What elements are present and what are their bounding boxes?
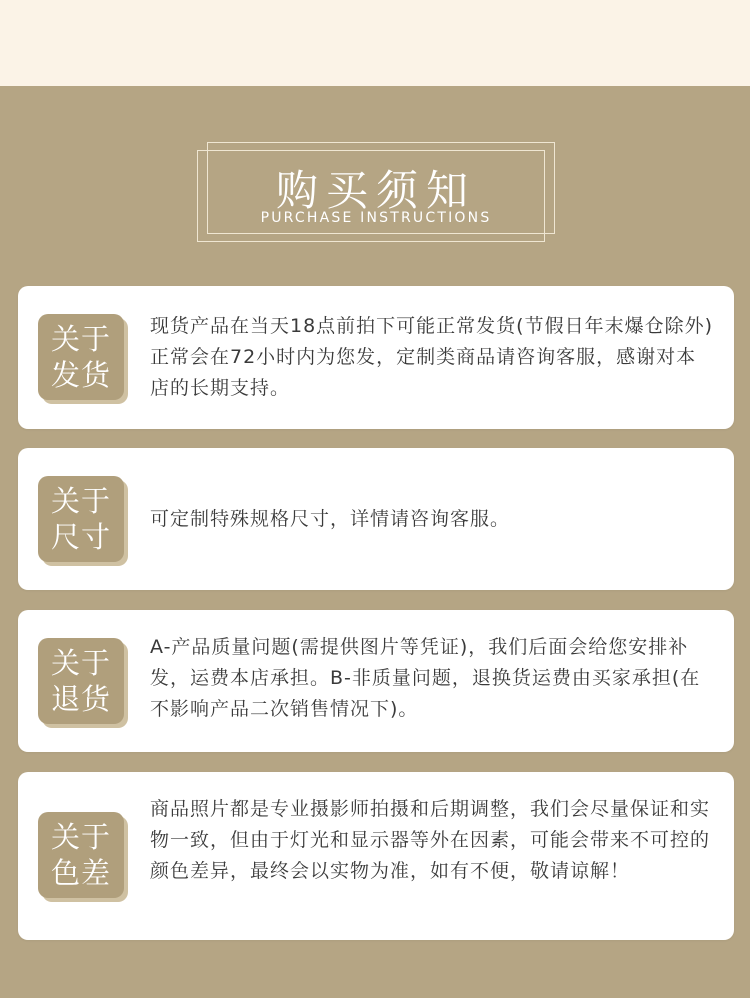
shipping-card (18, 286, 734, 429)
title-plaque (197, 142, 555, 246)
badge-line-1: 关于 (50, 820, 111, 854)
returns-text: A-产品质量问题(需提供图片等凭证)，我们后面会给您安排补发，运费本店承担。B-非质量问题，退换货运费由买家承担(在不影响产品二次销售情况下)。 (150, 636, 701, 720)
page-subtitle: PURCHASE INSTRUCTIONS (260, 210, 492, 226)
shipping-badge (38, 314, 128, 406)
color-difference-text: 商品照片都是专业摄影师拍摄和后期调整，我们会尽量保证和实物一致，但由于灯光和显示器等外在因素，可能会带来不可控的颜色差异，最终会以实物为准，如有不便，敬请谅解！ (150, 798, 711, 882)
badge-line-2: 退货 (50, 682, 111, 716)
color-difference-card (18, 772, 734, 940)
page-background (0, 86, 750, 998)
badge-label (38, 314, 124, 400)
size-card (18, 448, 734, 590)
badge-label (38, 476, 124, 562)
badge-line-2: 色差 (50, 856, 111, 890)
badge-label (38, 638, 124, 724)
size-badge (38, 476, 128, 568)
color-difference-badge (38, 812, 128, 904)
badge-line-2: 尺寸 (50, 520, 111, 554)
top-band (0, 0, 750, 86)
badge-line-1: 关于 (50, 322, 111, 356)
badge-line-2: 发货 (50, 358, 111, 392)
badge-line-1: 关于 (50, 484, 111, 518)
page-title: 购买须知 (275, 166, 476, 215)
returns-card (18, 610, 734, 752)
badge-label (38, 812, 124, 898)
badge-line-1: 关于 (50, 646, 111, 680)
size-text: 可定制特殊规格尺寸，详情请咨询客服。 (150, 508, 511, 530)
returns-badge (38, 638, 128, 730)
shipping-text: 现货产品在当天18点前拍下可能正常发货(节假日年末爆仓除外)正常会在72小时内为您发，定制类商品请咨询客服，感谢对本店的长期支持。 (150, 315, 714, 399)
